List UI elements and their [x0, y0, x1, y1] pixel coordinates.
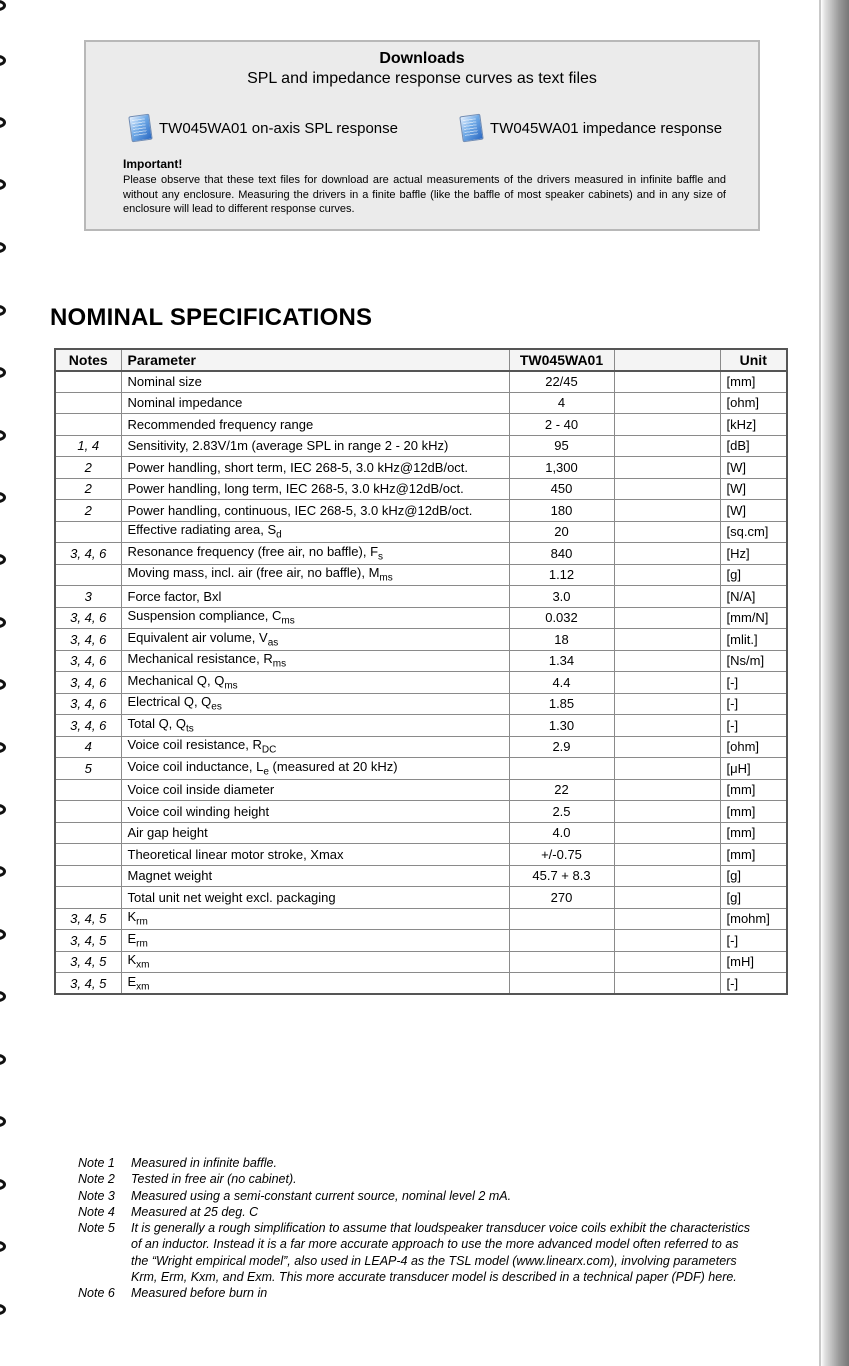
binder-ring	[0, 679, 6, 690]
notes-cell: 3, 4, 6	[55, 715, 121, 737]
blank-header	[614, 349, 720, 371]
parameter-label: Effective radiating area, S	[127, 522, 277, 538]
value-cell: 1.30	[509, 715, 614, 737]
parameter-cell	[121, 822, 509, 844]
blank-cell	[614, 607, 720, 629]
parameter-subscript: DC	[261, 745, 277, 757]
value-cell: 1.12	[509, 564, 614, 586]
table-row	[55, 564, 787, 586]
parameter-subscript: e	[263, 766, 269, 778]
unit-cell: [ohm]	[720, 392, 787, 414]
unit-cell: [ohm]	[720, 736, 787, 758]
binder-ring	[0, 1054, 6, 1065]
notes-cell	[55, 521, 121, 543]
parameter-subscript: xm	[136, 960, 150, 972]
parameter-cell	[121, 844, 509, 866]
parameter-subscript: ms	[272, 659, 287, 671]
value-cell: 2.5	[509, 801, 614, 823]
unit-cell: [kHz]	[720, 414, 787, 436]
blank-cell	[614, 457, 720, 479]
unit-cell: [-]	[720, 672, 787, 694]
notes-cell: 3, 4, 6	[55, 693, 121, 715]
parameter-cell	[121, 607, 509, 629]
parameter-label: Voice coil inductance, L	[127, 758, 264, 774]
value-cell: 3.0	[509, 586, 614, 608]
parameter-cell	[121, 887, 509, 909]
notes-cell: 2	[55, 500, 121, 522]
parameter-label: E	[127, 930, 137, 946]
document-icon	[459, 114, 483, 143]
parameter-label: Nominal impedance	[127, 395, 243, 411]
table-row	[55, 865, 787, 887]
value-cell: 1.34	[509, 650, 614, 672]
blank-cell	[614, 435, 720, 457]
table-row	[55, 629, 787, 651]
notes-cell: 3, 4, 6	[55, 543, 121, 565]
spl-response-link[interactable]	[130, 115, 398, 141]
notes-cell: 3, 4, 6	[55, 607, 121, 629]
unit-cell: [mm]	[720, 822, 787, 844]
blank-cell	[614, 887, 720, 909]
notes-cell: 3	[55, 586, 121, 608]
blank-cell	[614, 865, 720, 887]
parameter-label: Magnet weight	[127, 868, 213, 884]
unit-header: Unit	[720, 349, 787, 371]
parameter-cell	[121, 478, 509, 500]
parameter-label: Voice coil inside diameter	[127, 782, 275, 798]
parameter-header: Parameter	[121, 349, 509, 371]
value-cell: 4	[509, 392, 614, 414]
unit-cell: [Hz]	[720, 543, 787, 565]
notes-cell	[55, 801, 121, 823]
unit-cell: [Ns/m]	[720, 650, 787, 672]
value-cell: 1.85	[509, 693, 614, 715]
parameter-label: Nominal size	[127, 374, 202, 389]
table-row	[55, 801, 787, 823]
parameter-cell	[121, 564, 509, 586]
table-row	[55, 478, 787, 500]
parameter-label: Moving mass, incl. air (free air, no baffle), M	[127, 565, 380, 581]
value-cell: 1,300	[509, 457, 614, 479]
unit-cell: [mm]	[720, 801, 787, 823]
parameter-cell	[121, 973, 509, 995]
parameter-cell	[121, 500, 509, 522]
blank-cell	[614, 844, 720, 866]
parameter-cell	[121, 392, 509, 414]
notes-header: Notes	[55, 349, 121, 371]
binder-ring	[0, 117, 6, 128]
blank-cell	[614, 650, 720, 672]
value-cell: 22	[509, 779, 614, 801]
parameter-cell	[121, 736, 509, 758]
footnote-text: It is generally a rough simplification to assume that loudspeaker transducer voice coils exhibit the characteristics of an inductor. Instead it is a far more accurate approach to use the more advanced model often referred to as the “Wright empirical model”, also used in LEAP-4 as the TSL model (www.linearx.com), involving parameters Krm, Erm, Kxm, and Exm. This more accurate transducer model is described in a technical paper (PDF) here.	[131, 1221, 751, 1285]
table-row	[55, 822, 787, 844]
footnote-label: Note 6	[78, 1286, 115, 1301]
parameter-cell	[121, 457, 509, 479]
parameter-cell	[121, 521, 509, 543]
table-row	[55, 951, 787, 973]
value-cell: 2.9	[509, 736, 614, 758]
notes-cell	[55, 564, 121, 586]
notes-cell: 2	[55, 478, 121, 500]
value-cell: 270	[509, 887, 614, 909]
parameter-subscript: ms	[281, 616, 295, 628]
parameter-label: Total Q, Q	[127, 715, 187, 731]
binder-ring	[0, 179, 6, 190]
unit-cell: [dB]	[720, 435, 787, 457]
parameter-subscript: ms	[379, 573, 393, 585]
blank-cell	[614, 930, 720, 952]
parameter-subscript: es	[211, 702, 222, 714]
unit-cell: [-]	[720, 693, 787, 715]
document-icon	[128, 114, 152, 143]
footnote-label: Note 2	[78, 1172, 115, 1187]
page-shadow	[821, 0, 849, 1366]
value-cell: +/-0.75	[509, 844, 614, 866]
table-row	[55, 908, 787, 930]
parameter-cell	[121, 779, 509, 801]
table-row	[55, 887, 787, 909]
notes-cell	[55, 414, 121, 436]
parameter-cell	[121, 908, 509, 930]
parameter-cell	[121, 543, 509, 565]
parameter-cell	[121, 414, 509, 436]
specifications-title: NOMINAL SPECIFICATIONS	[50, 304, 373, 331]
value-cell: 4.0	[509, 822, 614, 844]
parameter-suffix: (measured at 20 kHz)	[268, 758, 398, 774]
footnote	[78, 1285, 758, 1301]
blank-cell	[614, 629, 720, 651]
value-cell	[509, 973, 614, 995]
notes-cell	[55, 887, 121, 909]
table-row	[55, 371, 787, 393]
unit-cell: [-]	[720, 973, 787, 995]
blank-cell	[614, 543, 720, 565]
footnote-label: Note 1	[78, 1156, 115, 1170]
downloads-title: Downloads	[379, 50, 465, 67]
parameter-label: Suspension compliance, C	[127, 608, 282, 624]
binder-ring	[0, 0, 6, 11]
parameter-label: Total unit net weight excl. packaging	[127, 889, 336, 905]
specifications-table	[54, 348, 788, 995]
blank-cell	[614, 371, 720, 393]
table-row	[55, 736, 787, 758]
footnote-text: Measured before burn in	[131, 1286, 268, 1301]
parameter-label: Air gap height	[127, 825, 208, 841]
blank-cell	[614, 521, 720, 543]
unit-cell: [mm/N]	[720, 607, 787, 629]
spl-response-label: TW045WA01 on-axis SPL response	[159, 119, 398, 137]
table-row	[55, 693, 787, 715]
parameter-cell	[121, 693, 509, 715]
footnote-label: Note 3	[78, 1188, 115, 1203]
parameter-label: Sensitivity, 2.83V/1m (average SPL in range 2 - 20 kHz)	[127, 438, 449, 454]
parameter-cell	[121, 715, 509, 737]
table-row	[55, 586, 787, 608]
unit-cell: [μH]	[720, 758, 787, 780]
blank-cell	[614, 478, 720, 500]
parameter-subscript: ms	[224, 680, 238, 692]
table-row	[55, 844, 787, 866]
notes-cell: 3, 4, 5	[55, 908, 121, 930]
footnote-text: Tested in free air (no cabinet).	[131, 1172, 297, 1187]
notes-cell	[55, 822, 121, 844]
parameter-cell	[121, 801, 509, 823]
parameter-label: Force factor, Bxl	[127, 588, 222, 604]
unit-cell: [mlit.]	[720, 629, 787, 651]
parameter-cell	[121, 650, 509, 672]
notes-cell: 3, 4, 5	[55, 930, 121, 952]
blank-cell	[614, 586, 720, 608]
table-row	[55, 435, 787, 457]
table-row	[55, 930, 787, 952]
parameter-label: Power handling, short term, IEC 268-5, 3.0 kHz@12dB/oct.	[127, 459, 469, 475]
table-row	[55, 543, 787, 565]
binder-ring	[0, 1116, 6, 1127]
binder-ring	[0, 991, 6, 1002]
blank-cell	[614, 801, 720, 823]
unit-cell: [sq.cm]	[720, 521, 787, 543]
value-cell: 840	[509, 543, 614, 565]
unit-cell: [mohm]	[720, 908, 787, 930]
notes-cell	[55, 865, 121, 887]
parameter-cell	[121, 586, 509, 608]
unit-cell: [-]	[720, 930, 787, 952]
parameter-cell	[121, 951, 509, 973]
unit-cell: [mm]	[720, 371, 787, 393]
unit-cell: [g]	[720, 564, 787, 586]
value-cell	[509, 930, 614, 952]
unit-cell: [W]	[720, 457, 787, 479]
table-row	[55, 392, 787, 414]
footnote	[78, 1155, 758, 1171]
binder-ring	[0, 554, 6, 565]
notes-cell: 5	[55, 758, 121, 780]
value-cell: 0.032	[509, 607, 614, 629]
parameter-cell	[121, 865, 509, 887]
binder-ring	[0, 305, 6, 316]
value-cell: 450	[509, 478, 614, 500]
binder-ring	[0, 1241, 6, 1252]
notes-cell: 4	[55, 736, 121, 758]
unit-cell: [mm]	[720, 779, 787, 801]
parameter-cell	[121, 629, 509, 651]
unit-cell: [g]	[720, 865, 787, 887]
table-row	[55, 500, 787, 522]
footnote	[78, 1204, 758, 1220]
blank-cell	[614, 951, 720, 973]
binder-ring	[0, 1179, 6, 1190]
footnote	[78, 1171, 758, 1187]
table-row	[55, 672, 787, 694]
blank-cell	[614, 758, 720, 780]
footnote-text: Measured using a semi-constant current source, nominal level 2 mA.	[131, 1188, 512, 1203]
parameter-subscript: xm	[136, 981, 150, 993]
table-row	[55, 521, 787, 543]
binder-rings	[0, 0, 20, 1366]
footnotes	[78, 1155, 758, 1302]
parameter-cell	[121, 371, 509, 393]
parameter-label: Voice coil resistance, R	[127, 737, 262, 753]
parameter-label: Power handling, long term, IEC 268-5, 3.0 kHz@12dB/oct.	[127, 481, 464, 497]
blank-cell	[614, 693, 720, 715]
table-row	[55, 779, 787, 801]
unit-cell: [mH]	[720, 951, 787, 973]
model-header: TW045WA01	[509, 349, 614, 371]
blank-cell	[614, 908, 720, 930]
value-cell	[509, 758, 614, 780]
notes-cell: 3, 4, 6	[55, 629, 121, 651]
parameter-label: Resonance frequency (free air, no baffle), F	[127, 543, 379, 559]
blank-cell	[614, 564, 720, 586]
binder-ring	[0, 742, 6, 753]
binder-ring	[0, 617, 6, 628]
binder-ring	[0, 367, 6, 378]
table-row	[55, 457, 787, 479]
table-row	[55, 650, 787, 672]
downloads-subtitle: SPL and impedance response curves as text files	[247, 70, 597, 87]
blank-cell	[614, 822, 720, 844]
impedance-response-label: TW045WA01 impedance response	[490, 119, 723, 137]
notes-cell: 3, 4, 6	[55, 650, 121, 672]
footnote-label: Note 4	[78, 1204, 115, 1219]
parameter-cell	[121, 758, 509, 780]
parameter-label: Recommended frequency range	[127, 416, 314, 432]
parameter-label: Equivalent air volume, V	[127, 629, 268, 645]
parameter-cell	[121, 435, 509, 457]
notes-cell: 3, 4, 5	[55, 951, 121, 973]
parameter-cell	[121, 930, 509, 952]
notes-cell: 2	[55, 457, 121, 479]
table-row	[55, 414, 787, 436]
parameter-subscript: rm	[136, 917, 148, 929]
notes-cell: 3, 4, 6	[55, 672, 121, 694]
footnote	[78, 1220, 758, 1285]
value-cell: 4.4	[509, 672, 614, 694]
value-cell: 180	[509, 500, 614, 522]
parameter-subscript: ts	[186, 723, 194, 735]
parameter-subscript: s	[378, 551, 384, 563]
blank-cell	[614, 500, 720, 522]
footnote	[78, 1188, 758, 1204]
notes-cell	[55, 392, 121, 414]
binder-ring	[0, 430, 6, 441]
important-text: Please observe that these text files for download are actual measurements of the drivers measured in infinite baffle and without any enclosure. Measuring the drivers in a finite baffle (like the baffle of most speaker cabinets) and in any size of enclosure will lead to different response curves.	[123, 174, 726, 215]
blank-cell	[614, 736, 720, 758]
binder-ring	[0, 242, 6, 253]
binder-ring	[0, 492, 6, 503]
unit-cell: [g]	[720, 887, 787, 909]
unit-cell: [mm]	[720, 844, 787, 866]
notes-cell	[55, 844, 121, 866]
value-cell	[509, 951, 614, 973]
parameter-label: Theoretical linear motor stroke, Xmax	[127, 846, 344, 862]
impedance-response-link[interactable]	[461, 115, 722, 141]
binder-ring	[0, 929, 6, 940]
blank-cell	[614, 392, 720, 414]
value-cell: 18	[509, 629, 614, 651]
value-cell: 22/45	[509, 371, 614, 393]
parameter-subscript: rm	[136, 938, 148, 950]
parameter-label: Mechanical Q, Q	[127, 672, 225, 688]
important-heading: Important!	[123, 157, 183, 171]
parameter-label: Power handling, continuous, IEC 268-5, 3.0 kHz@12dB/oct.	[127, 502, 473, 518]
value-cell: 45.7 + 8.3	[509, 865, 614, 887]
notes-cell: 1, 4	[55, 435, 121, 457]
table-row	[55, 607, 787, 629]
downloads-box	[84, 40, 760, 231]
value-cell: 95	[509, 435, 614, 457]
binder-ring	[0, 804, 6, 815]
parameter-label: Electrical Q, Q	[127, 694, 212, 710]
parameter-label: Voice coil winding height	[127, 803, 270, 819]
notes-cell	[55, 779, 121, 801]
footnote-text: Measured at 25 deg. C	[131, 1204, 259, 1219]
parameter-label: Mechanical resistance, R	[127, 651, 273, 667]
binder-ring	[0, 55, 6, 66]
footnote-label: Note 5	[78, 1221, 115, 1236]
parameter-cell	[121, 672, 509, 694]
parameter-subscript: as	[267, 637, 279, 649]
unit-cell: [W]	[720, 500, 787, 522]
parameter-label: E	[127, 973, 137, 989]
table-row	[55, 973, 787, 995]
table-row	[55, 715, 787, 737]
notes-cell: 3, 4, 5	[55, 973, 121, 995]
blank-cell	[614, 715, 720, 737]
blank-cell	[614, 779, 720, 801]
blank-cell	[614, 672, 720, 694]
parameter-label: K	[127, 952, 137, 968]
blank-cell	[614, 414, 720, 436]
value-cell: 20	[509, 521, 614, 543]
unit-cell: [W]	[720, 478, 787, 500]
blank-cell	[614, 973, 720, 995]
value-cell	[509, 908, 614, 930]
binder-ring	[0, 866, 6, 877]
table-row	[55, 758, 787, 780]
unit-cell: [-]	[720, 715, 787, 737]
unit-cell: [N/A]	[720, 586, 787, 608]
value-cell: 2 - 40	[509, 414, 614, 436]
footnote-text: Measured in infinite baffle.	[131, 1156, 277, 1170]
binder-ring	[0, 1304, 6, 1315]
parameter-label: K	[127, 909, 137, 925]
parameter-subscript: d	[276, 530, 282, 542]
notes-cell	[55, 371, 121, 393]
table-header-row	[55, 349, 787, 371]
